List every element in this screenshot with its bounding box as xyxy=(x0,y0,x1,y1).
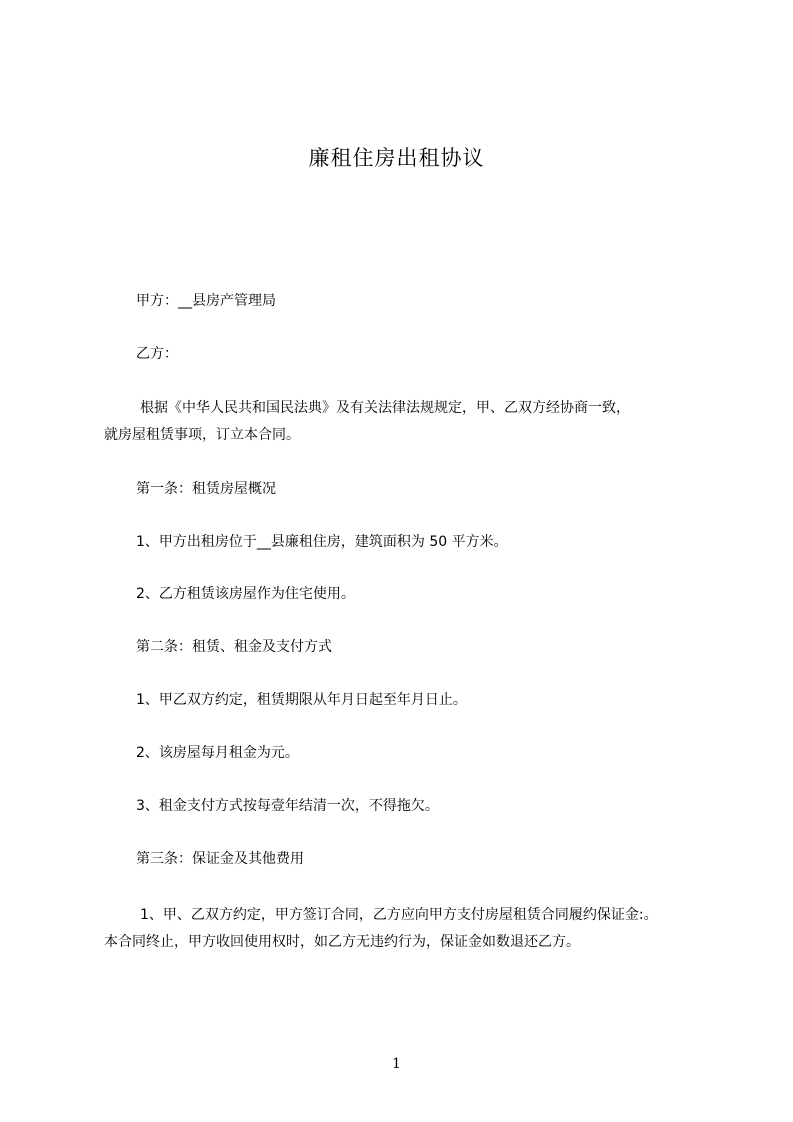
party-b: 乙方： xyxy=(136,346,178,362)
article-1-item-2: 2、乙方租赁该房屋作为住宅使用。 xyxy=(136,586,355,602)
article-3-item-1-line-2: 本合同终止，甲方收回使用权时，如乙方无违约行为，保证金如数退还乙方。 xyxy=(104,934,580,950)
article-3-heading: 第三条：保证金及其他费用 xyxy=(136,851,304,867)
article-2-item-1: 1、甲乙双方约定，租赁期限从年月日起至年月日止。 xyxy=(136,692,467,708)
intro-paragraph-line-2: 就房屋租赁事项，订立本合同。 xyxy=(104,427,300,443)
page-number: 1 xyxy=(392,1056,401,1072)
article-3-item-1-line-1: 1、甲、乙双方约定，甲方签订合同，乙方应向甲方支付房屋租赁合同履约保证金:。 xyxy=(140,907,658,923)
article-2-heading: 第二条：租赁、租金及支付方式 xyxy=(136,639,332,655)
article-1-heading: 第一条：租赁房屋概况 xyxy=(136,481,276,497)
intro-paragraph-line-1: 根据《中华人民共和国民法典》及有关法律法规规定，甲、乙双方经协商一致， xyxy=(140,400,630,416)
document-title: 廉租住房出租协议 xyxy=(308,146,485,170)
article-2-item-3: 3、租金支付方式按每壹年结清一次，不得拖欠。 xyxy=(136,798,439,814)
article-1-item-1: 1、甲方出租房位于__县廉租住房，建筑面积为 50 平方米。 xyxy=(136,534,508,550)
party-a: 甲方：__县房产管理局 xyxy=(136,293,276,309)
article-2-item-2: 2、该房屋每月租金为元。 xyxy=(136,745,299,761)
